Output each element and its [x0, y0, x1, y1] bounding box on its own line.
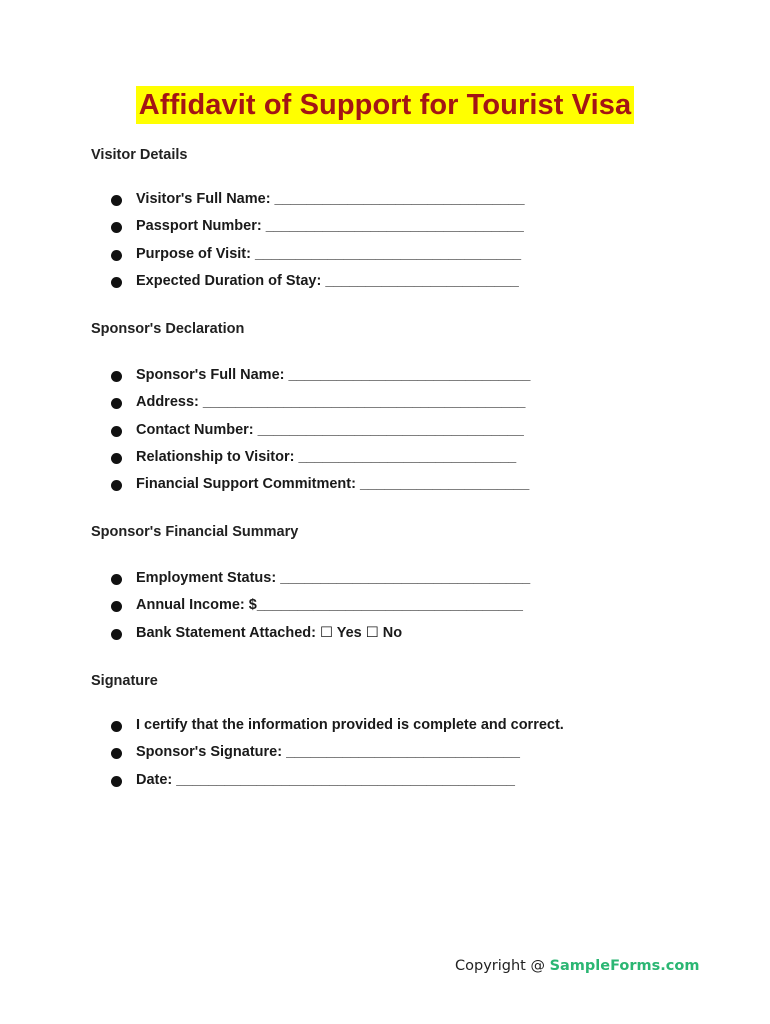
field-label-financial-commitment: Financial Support Commitment: _____________________ [136, 476, 530, 493]
bullet-icon [111, 601, 122, 612]
title-wrapper [0, 86, 770, 124]
field-label-passport-number: Passport Number: ________________________________ [136, 218, 524, 235]
field-label-date: Date: __________________________________________ [136, 771, 515, 788]
field-label-relationship: Relationship to Visitor: ___________________________ [136, 448, 517, 465]
bullet-icon [111, 222, 122, 233]
section-heading-sponsor-declaration: Sponsor's Declaration [91, 321, 245, 337]
list-item[interactable] [108, 767, 564, 794]
brand-link[interactable]: SampleForms.com [549, 958, 700, 974]
field-label-contact-number: Contact Number: _________________________________ [136, 421, 524, 438]
field-label-sponsor-full-name: Sponsor's Full Name: ______________________________ [136, 367, 531, 383]
section-heading-financial-summary: Sponsor's Financial Summary [91, 524, 299, 540]
field-label-employment-status: Employment Status: _______________________________ [136, 570, 531, 586]
list-item[interactable] [108, 186, 525, 213]
bullet-icon [111, 426, 122, 437]
copyright-prefix: Copyright @ [455, 958, 550, 974]
bullet-icon [111, 629, 122, 640]
list-item[interactable] [108, 565, 530, 592]
copyright-footer [455, 958, 699, 974]
list-item[interactable] [108, 389, 530, 416]
list-item[interactable] [108, 592, 530, 619]
certification-statement: I certify that the information provided is complete and correct. [136, 717, 564, 733]
bullet-icon [111, 250, 122, 261]
list-item[interactable] [108, 417, 530, 444]
bullet-icon [111, 277, 122, 288]
list-item[interactable] [108, 444, 530, 471]
list-item[interactable] [108, 620, 530, 647]
list-item [108, 712, 564, 739]
bullet-icon [111, 574, 122, 585]
bullet-icon [111, 748, 122, 759]
field-label-annual-income: Annual Income: $_________________________________ [136, 597, 523, 614]
field-label-bank-statement: Bank Statement Attached: ☐ Yes ☐ No [136, 624, 403, 641]
bullet-icon [111, 371, 122, 382]
bullet-icon [111, 776, 122, 787]
visitor-details-list [108, 186, 525, 295]
list-item[interactable] [108, 268, 525, 295]
list-item[interactable] [108, 471, 530, 498]
field-label-purpose-of-visit: Purpose of Visit: _________________________________ [136, 245, 522, 262]
bullet-icon [111, 453, 122, 464]
section-heading-signature: Signature [91, 673, 158, 689]
document-title: Affidavit of Support for Tourist Visa [136, 86, 634, 124]
section-heading-visitor-details: Visitor Details [91, 147, 188, 163]
field-label-sponsor-signature: Sponsor's Signature: _____________________________ [136, 744, 520, 761]
sponsor-declaration-list [108, 362, 530, 498]
field-label-duration-of-stay: Expected Duration of Stay: ________________________ [136, 272, 519, 289]
list-item[interactable] [108, 362, 530, 389]
bullet-icon [111, 480, 122, 491]
field-label-visitor-full-name: Visitor's Full Name: _______________________________ [136, 191, 525, 207]
list-item[interactable] [108, 739, 564, 766]
field-label-address: Address: ________________________________________ [136, 394, 526, 411]
signature-list [108, 712, 564, 794]
list-item[interactable] [108, 213, 525, 240]
bullet-icon [111, 721, 122, 732]
bullet-icon [111, 398, 122, 409]
financial-summary-list [108, 565, 530, 647]
list-item[interactable] [108, 241, 525, 268]
bullet-icon [111, 195, 122, 206]
